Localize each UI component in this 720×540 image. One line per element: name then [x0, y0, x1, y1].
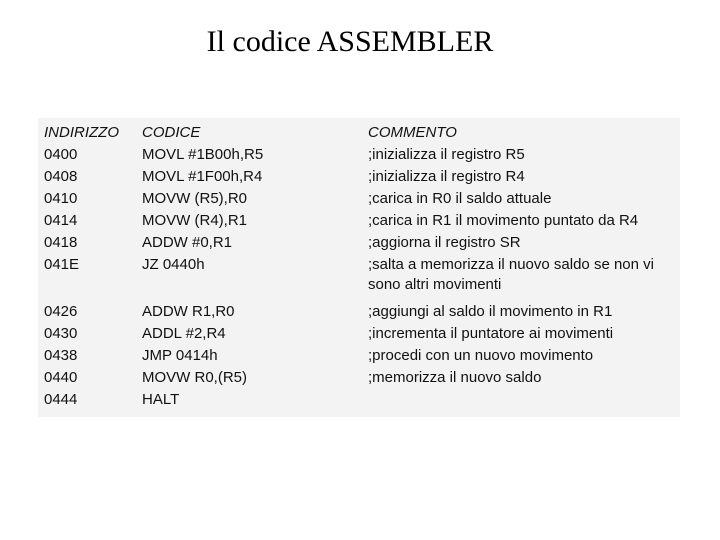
cell-code: MOVW (R4),R1 — [142, 212, 247, 229]
header-comment: COMMENTO — [368, 124, 457, 141]
table-row — [38, 232, 680, 254]
cell-comment: ;procedi con un nuovo movimento — [368, 347, 594, 364]
table-row — [38, 254, 680, 301]
cell-code: JZ 0440h — [142, 256, 205, 273]
cell-comment: ;carica in R0 il saldo attuale — [368, 190, 552, 207]
cell-comment: ;memorizza il nuovo saldo — [368, 369, 542, 386]
cell-address: 0444 — [44, 391, 78, 408]
table-row — [38, 345, 680, 367]
table-row — [38, 389, 680, 411]
cell-address: 0400 — [44, 146, 78, 163]
cell-comment: ;inizializza il registro R5 — [368, 146, 525, 163]
cell-code: HALT — [142, 391, 180, 408]
cell-comment: ;inizializza il registro R4 — [368, 168, 525, 185]
table-row — [38, 323, 680, 345]
cell-code: ADDW #0,R1 — [142, 234, 233, 251]
cell-address: 0410 — [44, 190, 78, 207]
table-row — [38, 301, 680, 323]
table-row — [38, 166, 680, 188]
cell-address: 0440 — [44, 369, 78, 386]
cell-address: 0418 — [44, 234, 78, 251]
header-address: INDIRIZZO — [44, 124, 119, 141]
cell-comment: ;salta a memorizza il nuovo saldo se non vi sono altri movimenti — [368, 256, 654, 293]
code-table — [38, 120, 680, 411]
cell-code: MOVL #1F00h,R4 — [142, 168, 263, 185]
assembler-code-table — [38, 118, 680, 417]
cell-code: MOVL #1B00h,R5 — [142, 146, 264, 163]
cell-comment: ;aggiorna il registro SR — [368, 234, 521, 251]
cell-code: ADDW R1,R0 — [142, 303, 235, 320]
table-row — [38, 188, 680, 210]
cell-address: 0438 — [44, 347, 78, 364]
cell-address: 0430 — [44, 325, 78, 342]
table-row — [38, 367, 680, 389]
cell-code: MOVW (R5),R0 — [142, 190, 247, 207]
page-title: Il codice ASSEMBLER — [206, 25, 494, 58]
cell-address: 0426 — [44, 303, 78, 320]
cell-code: JMP 0414h — [142, 347, 218, 364]
cell-comment: ;aggiungi al saldo il movimento in R1 — [368, 303, 613, 320]
header-code: CODICE — [142, 124, 201, 141]
table-row — [38, 144, 680, 166]
table-row — [38, 210, 680, 232]
cell-code: ADDL #2,R4 — [142, 325, 226, 342]
cell-address: 0408 — [44, 168, 78, 185]
cell-address: 0414 — [44, 212, 78, 229]
cell-comment — [362, 389, 680, 411]
cell-address: 041E — [44, 256, 80, 273]
table-header-row — [38, 120, 680, 144]
cell-comment: ;incrementa il puntatore ai movimenti — [368, 325, 614, 342]
cell-code: MOVW R0,(R5) — [142, 369, 247, 386]
cell-comment: ;carica in R1 il movimento puntato da R4 — [368, 212, 639, 229]
